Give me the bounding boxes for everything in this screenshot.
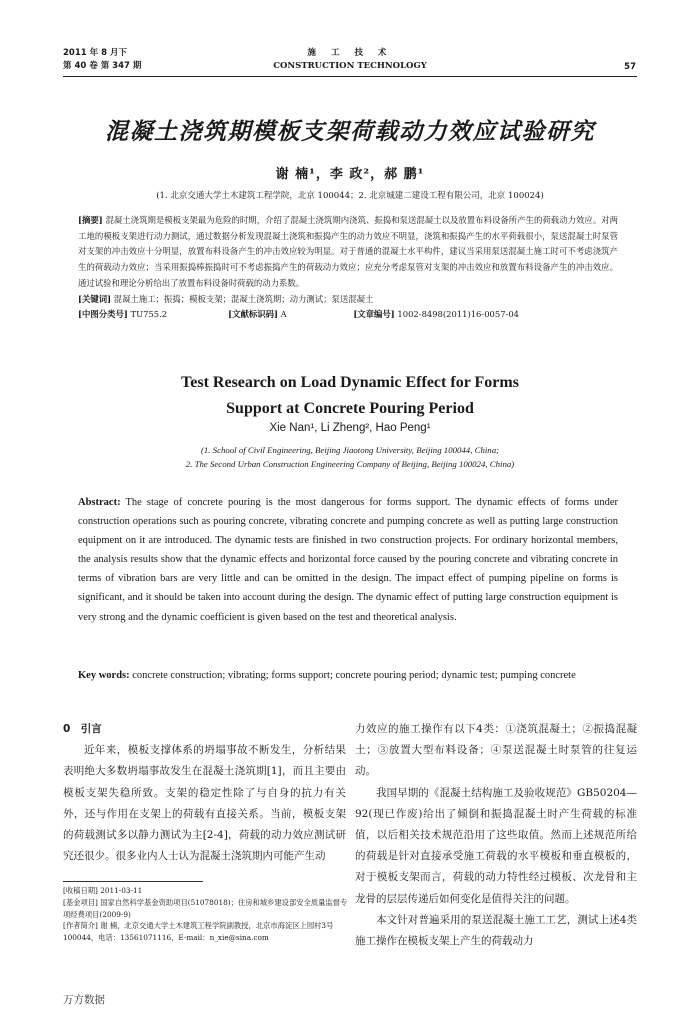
footnote-fund: [基金项目] 国家自然科学基金资助项目(51078018)；住房和城乡建设部安全质量监督专项经费项目(2009-9): [63, 897, 348, 919]
paper-title-en-line1: Test Research on Load Dynamic Effect for Forms: [181, 374, 519, 391]
authors-en: Xie Nan¹, Li Zheng², Hao Peng¹: [269, 422, 431, 434]
intro-paragraph: 近年来，模板支撑体系的坍塌事故不断发生，分析结果表明绝大多数坍塌事故发生在混凝土浇筑期[1]，而且主要由模板支架失稳所致。支架的稳定性除了与自身的抗力有关外，还与作用在支架上的荷载有直接关系。当前，模板支架的荷载测试多以静力测试为主[2-4]，荷载的动力效应测试研究还很少。很多业内人士认为混凝土浇筑期内可能产生动: [63, 744, 346, 863]
abstract-cn-text: 混凝土浇筑期是模板支架最为危险的时期，介绍了混凝土浇筑期内浇筑、振捣和泵送混凝土以及放置布料设备所产生的荷载动力效应。对两工地的模板支架进行动力测试，通过数据分析发现混凝土浇筑和振捣产生的动力效应不明显，浇筑和振捣产生的水平荷载很小，泵送混凝土时泵管对支架的冲击效应十分明显，放置布料设备产生的冲击效应较为明显。对于普通的混凝土水平构件，建议当采用泵送混凝土施工时可不考虑浇筑产生的荷载动力效应；当采用振捣棒振捣时可不考虑振捣产生的荷载动力效应；应充分考虑泵管对支架的冲击效应和放置布料设备产生的冲击效应。通过试验和理论分析给出了放置布料设备时荷载的动力系数。: [78, 215, 618, 288]
keywords-en: [78, 666, 618, 685]
watermark: 万方数据: [63, 994, 105, 1006]
affiliation-en-2: 2. The Second Urban Construction Engineering Company of Beijing, Beijing 100024, China): [185, 459, 515, 469]
article-no-label: [文章编号]: [353, 309, 395, 320]
right-paragraph-1: 力效应的施工操作有以下4类：①浇筑混凝土；②振捣混凝土；③放置大型布料设备；④泵送混凝土时泵管的往复运动。: [355, 723, 637, 778]
journal-name: [250, 47, 450, 73]
volume-issue: 第 40 卷 第 347 期: [63, 61, 142, 71]
keywords-cn-label: [关键词]: [78, 293, 112, 304]
footnote-author: [作者简介] 谢 楠，北京交通大学土木建筑工程学院副教授，北京市海淀区上园村3号 100044，电话：13561071116，E-mail：n_xie@sina.com: [63, 921, 334, 943]
page-number: 57: [624, 62, 636, 72]
right-paragraph-2: 我国早期的《混凝土结构施工及验收规范》GB50204—92(现已作废)给出了倾倒和振捣混凝土时产生荷载的标准值，以后相关技术规范沿用了这些取值。然而上述规范所给的荷载是针对直接承受施工荷载的水平模板和垂直模板的，对于模板支架而言，荷载的动力特性经过模板、次龙骨和主龙骨的层层传递后如何变化是值得关注的问题。: [355, 786, 637, 905]
footnote: [63, 885, 348, 944]
issue-date: 2011 年 8 月下: [63, 48, 127, 58]
article-no-value: 1002-8498(2011)16-0057-04: [397, 309, 520, 320]
clc-label: [中图分类号]: [78, 309, 128, 320]
clc-value: TU755.2: [130, 309, 168, 320]
authors-cn: 谢 楠¹，李 政²，郝 鹏¹: [275, 167, 425, 182]
paper-title-cn: 混凝土浇筑期模板支架荷载动力效应试验研究: [105, 118, 595, 145]
abstract-cn: [78, 213, 618, 323]
abstract-en: [78, 493, 618, 627]
abstract-en-label: Abstract:: [78, 497, 121, 508]
right-paragraph-3: 本文针对普遍采用的泵送混凝土施工工艺，测试上述4类施工操作在模板支架上产生的荷载动力: [355, 913, 637, 948]
header-rule: [63, 76, 637, 77]
paper-title-en: [0, 370, 700, 422]
doc-code-label: [文献标识码]: [228, 309, 278, 320]
footnote-received: [收稿日期] 2011-03-11: [63, 886, 143, 895]
affiliations-en: [0, 443, 700, 471]
footnote-rule: [63, 881, 203, 882]
section-heading: 0 引言: [63, 723, 102, 735]
doc-code-value: A: [280, 309, 287, 320]
body-left-column: [63, 719, 346, 867]
keywords-en-label: Key words:: [78, 670, 130, 681]
keywords-en-text: concrete construction; vibrating; forms support; concrete pouring period; dynamic test; pumping concrete: [132, 670, 576, 681]
affiliation-en-1: (1. School of Civil Engineering, Beijing Jiaotong University, Beijing 100044, China;: [200, 445, 500, 455]
journal-name-cn: 施 工 技 术: [307, 48, 393, 58]
paper-title-en-line2: Support at Concrete Pouring Period: [226, 400, 474, 417]
journal-name-en: CONSTRUCTION TECHNOLOGY: [273, 61, 427, 71]
body-right-column: [355, 719, 637, 952]
affiliations-cn: (1. 北京交通大学土木建筑工程学院，北京 100044；2. 北京城建二建设工程有限公司，北京 100024): [156, 191, 544, 201]
abstract-cn-label: [摘要]: [78, 215, 103, 225]
keywords-cn-text: 混凝土施工；振捣；模板支架；混凝土浇筑期；动力测试；泵送混凝土: [113, 293, 374, 304]
issue-info: [63, 47, 141, 73]
abstract-en-text: The stage of concrete pouring is the most dangerous for forms support. The dynamic effects of forms under construction operations such as pouring concrete, vibrating concrete and pumping concrete as well as putting large construction equipment on it are introduced. The dynamic tests are finished in two construction projects. For ordinary horizontal members, the analysis results show that the dynamic effects and horizontal force caused by the pouring concrete and vibrating concrete in terms of vibration bars are very little and can be omitted in the design. The impact effect of pumping pipeline on forms is significant, and it should be taken into account during the design. The dynamic effect of putting large construction equipment is very strong and the dynamic coefficient is given based on the test and theoretical analysis.: [78, 497, 618, 623]
